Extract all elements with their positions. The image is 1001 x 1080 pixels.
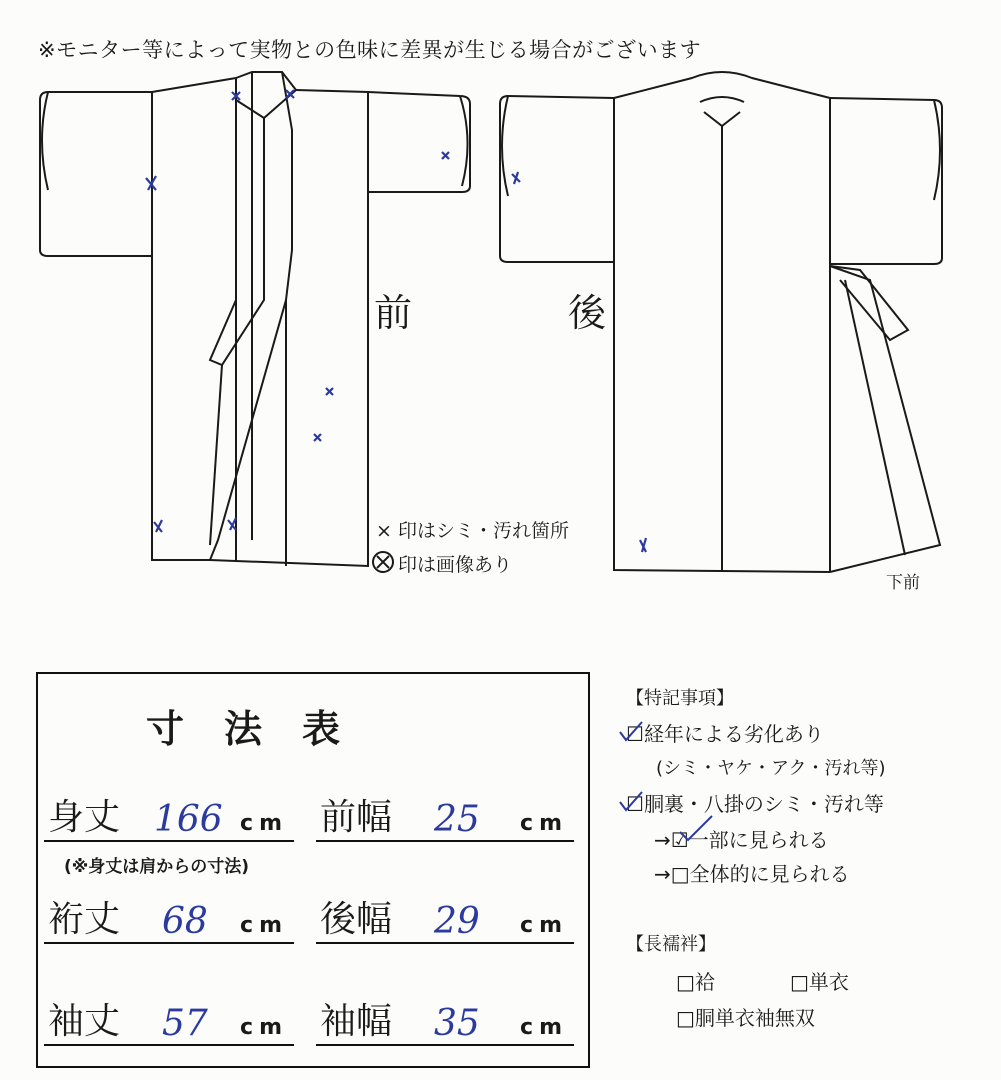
- notes-item2-a: →☑一部に見られる: [654, 828, 829, 852]
- row-label: 後幅: [320, 899, 393, 940]
- row-value: 29: [434, 901, 480, 942]
- juban-option-hitoe: □単衣: [790, 970, 849, 994]
- size-table: [36, 672, 590, 1068]
- circled-x-icon: [373, 552, 393, 572]
- row-unit: cm: [240, 811, 288, 836]
- row-yukitake: [44, 894, 294, 944]
- row-value: 57: [162, 1003, 208, 1044]
- row-label: 身丈: [48, 797, 121, 838]
- row-mitake: [44, 792, 294, 842]
- row-sodetake: [44, 996, 294, 1046]
- row-value: 25: [434, 799, 480, 840]
- juban-option-dou: □胴単衣袖無双: [676, 1006, 815, 1030]
- row-unit: cm: [520, 1015, 568, 1040]
- notes-item2-b: →□全体的に見られる: [654, 862, 850, 886]
- row-label: 前幅: [320, 797, 393, 838]
- notes-item1-text: 経年による劣化あり: [643, 722, 824, 746]
- notes-item2-text: 胴裏・八掛のシミ・汚れ等: [643, 792, 884, 816]
- row-label: 袖幅: [320, 1001, 393, 1042]
- row-unit: cm: [240, 1015, 288, 1040]
- back-view: [500, 72, 942, 572]
- back-label: 後: [568, 291, 607, 335]
- checkbox-icon: ☐: [626, 792, 644, 816]
- row-value: 35: [434, 1003, 480, 1044]
- size-note: (※身丈は肩からの寸法): [64, 857, 250, 877]
- juban-option-awase: □袷: [676, 970, 715, 994]
- row-ushirohaba: [316, 894, 574, 944]
- row-unit: cm: [520, 913, 568, 938]
- juban-heading: 【長襦袢】: [626, 934, 716, 955]
- row-maehaba: [316, 792, 574, 842]
- lower-front-label: 下前: [886, 573, 920, 593]
- check-marks: [618, 718, 648, 828]
- size-table-title: 寸法表: [145, 707, 380, 751]
- row-label: 袖丈: [48, 1001, 121, 1042]
- checkbox-icon: ☐: [626, 722, 644, 746]
- notes-item1: [626, 718, 824, 747]
- notes-item2: [626, 788, 884, 817]
- notice-text: ※モニター等によって実物との色味に差異が生じる場合がございます: [38, 38, 702, 62]
- notes-heading: 【特記事項】: [626, 688, 734, 709]
- front-label: 前: [374, 291, 413, 335]
- check-mark-partial: [676, 814, 716, 844]
- row-value: 166: [154, 799, 223, 840]
- legend-image: 印は画像あり: [398, 554, 513, 576]
- legend-stain: × 印はシミ・汚れ箇所: [376, 520, 569, 542]
- row-unit: cm: [240, 913, 288, 938]
- row-sodehaba: [316, 996, 574, 1046]
- row-label: 裄丈: [48, 899, 121, 940]
- row-unit: cm: [520, 811, 568, 836]
- notes-item1-sub: (シミ・ヤケ・アク・汚れ等): [656, 758, 886, 779]
- row-value: 68: [162, 901, 208, 942]
